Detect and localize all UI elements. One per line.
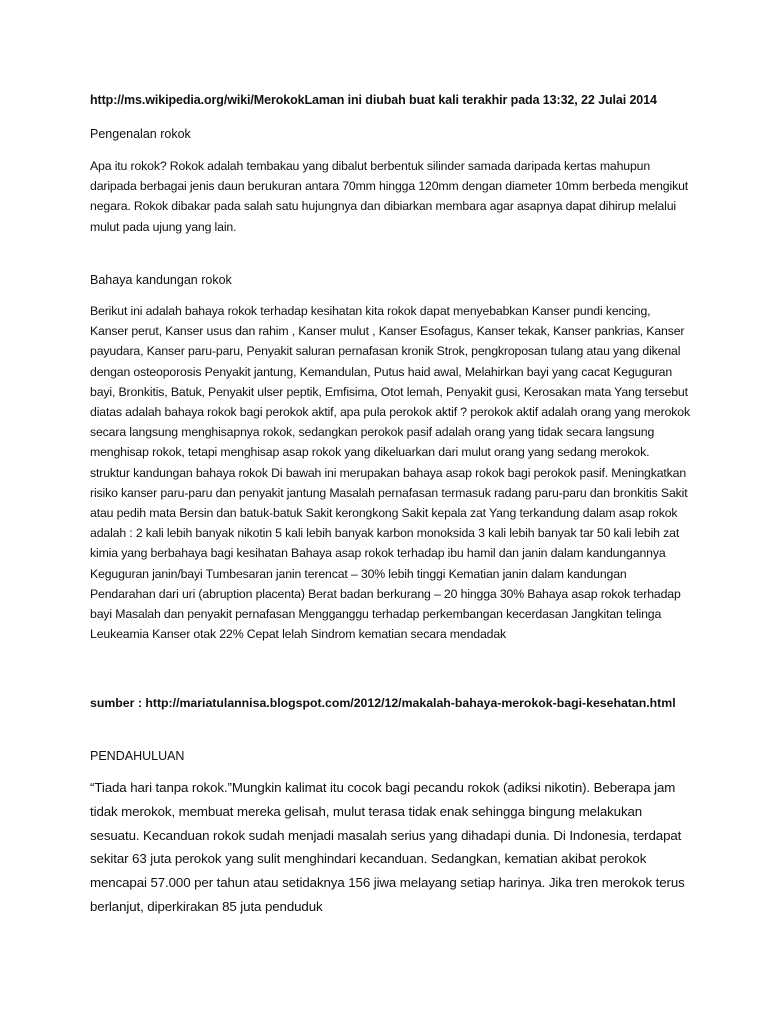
- source-citation: sumber : http://mariatulannisa.blogspot.com/2012/12/makalah-bahaya-merokok-bagi-kesehatan.html: [90, 696, 676, 710]
- paragraph-bahaya: Berikut ini adalah bahaya rokok terhadap kesihatan kita rokok dapat menyebabkan Kanser pundi kencing, Kanser perut, Kanser usus dan rahim , Kanser mulut , Kanser Esofagus, Kanser tekak, Kanser pankrias, Kanser payudara, Kanser paru-paru, Penyakit saluran pernafasan kronik Strok, pengkroposan tulang atau yang dikenal dengan osteoporosis Penyakit jantung, Kemandulan, Putus haid awal, Melahirkan bayi yang cacat Keguguran bayi, Bronkitis, Batuk, Penyakit ulser peptik, Emfisima, Otot lemah, Penyakit gusi, Kerosakan mata Yang tersebut diatas adalah bahaya rokok bagi perokok aktif, apa pula perokok aktif ? perokok aktif adalah orang yang merokok secara langsung menghisapnya rokok, sedangkan perokok pasif adalah orang yang tidak secara langsung menghisap rokok, tetapi menghisap asap rokok yang dikeluarkan dari mulut orang yang sedang merokok. struktur kandungan bahaya rokok Di bawah ini merupakan bahaya asap rokok bagi perokok pasif. Meningkatkan risiko kanser paru-paru dan penyakit jantung Masalah pernafasan termasuk radang paru-paru dan bronkitis Sakit atau pedih mata Bersin dan batuk-batuk Sakit kerongkong Sakit kepala zat Yang terkandung dalam asap rokok adalah : 2 kali lebih banyak nikotin 5 kali lebih banyak karbon monoksida 3 kali lebih banyak tar 50 kali lebih zat kimia yang berbahaya bagi kesihatan Bahaya asap rokok terhadap ibu hamil dan janin dalam kandungannya Keguguran janin/bayi Tumbesaran janin terencat – 30% lebih tinggi Kematian janin dalam kandungan Pendarahan dari uri (abruption placenta) Berat badan berkurang – 20 hingga 30% Bahaya asap rokok terhadap bayi Masalah dan penyakit pernafasan Mengganggu terhadap perkembangan kecerdasan Jangkitan telinga Leukeamia Kanser otak 22% Cepat lelah Sindrom kematian secara mendadak: [90, 304, 690, 642]
- source-url-header: http://ms.wikipedia.org/wiki/MerokokLaman ini diubah buat kali terakhir pada 13:32, 22 Julai 2014: [90, 93, 657, 107]
- paragraph-pengenalan: Apa itu rokok? Rokok adalah tembakau yang dibalut berbentuk silinder samada daripada kertas mahupun daripada berbagai jenis daun berukuran antara 70mm hingga 120mm dengan diameter 10mm berbeda mengikut negara. Rokok dibakar pada salah satu hujungnya dan dibiarkan membara agar asapnya dapat dihirup melalui mulut pada ujung yang lain.: [90, 159, 689, 234]
- section-heading-pengenalan: Pengenalan rokok: [90, 127, 191, 141]
- section-heading-bahaya: Bahaya kandungan rokok: [90, 273, 232, 287]
- paragraph-pendahuluan: “Tiada hari tanpa rokok.”Mungkin kalimat itu cocok bagi pecandu rokok (adiksi nikotin). Beberapa jam tidak merokok, membuat mereka gelisah, mulut terasa tidak enak sehingga bingung melakukan sesuatu. Kecanduan rokok sudah menjadi masalah serius yang dihadapi dunia. Di Indonesia, terdapat sekitar 63 juta perokok yang sulit menghindari kecanduan. Sedangkan, kematian akibat perokok mencapai 57.000 per tahun atau setidaknya 156 jiwa melayang setiap harinya. Jika tren merokok terus berlanjut, diperkirakan 85 juta penduduk: [90, 780, 685, 914]
- section-heading-pendahuluan: PENDAHULUAN: [90, 749, 185, 763]
